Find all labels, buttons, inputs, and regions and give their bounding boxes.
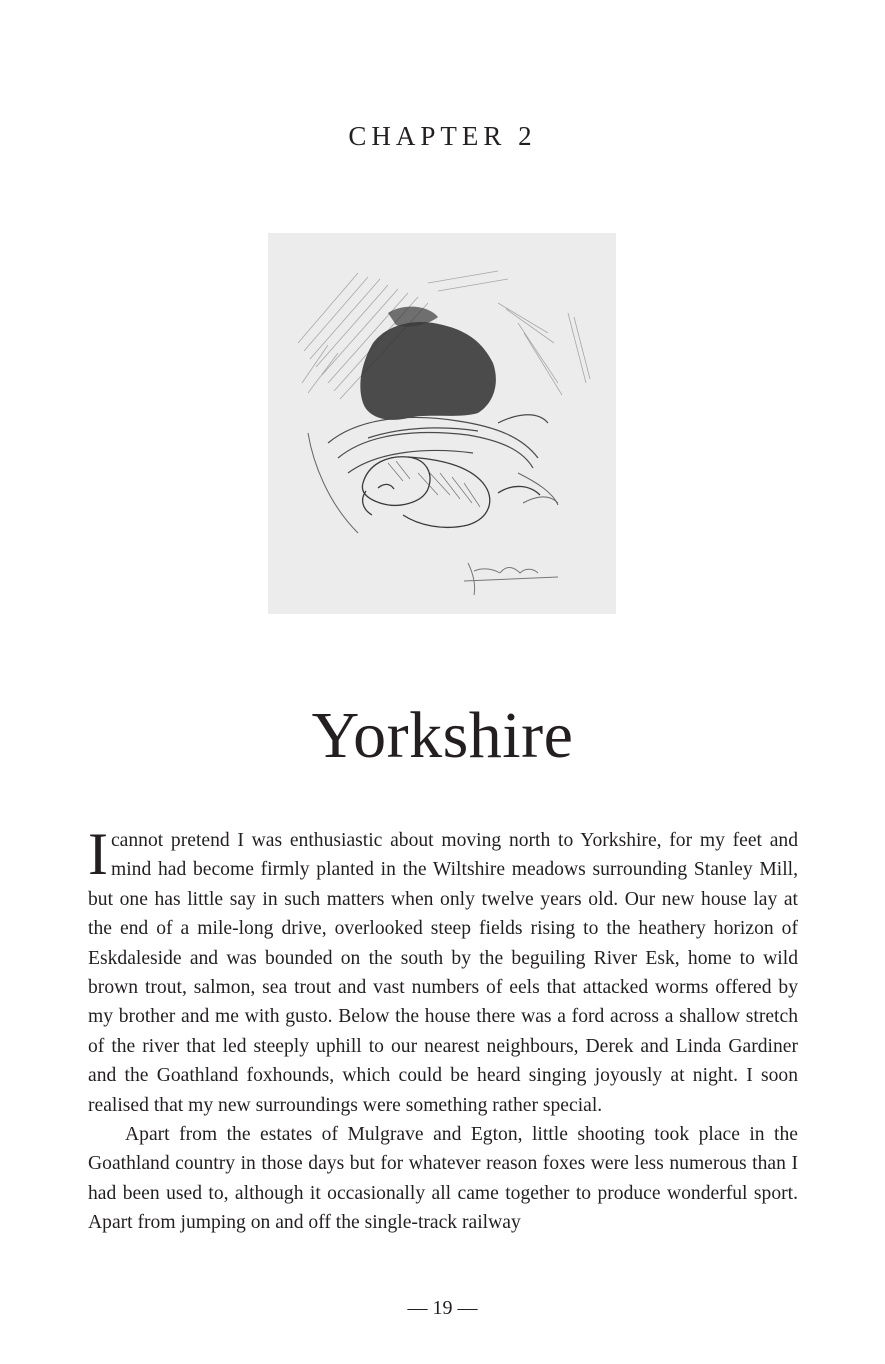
paragraph-1	[88, 821, 798, 1120]
chapter-title: Yorkshire	[311, 699, 574, 772]
body-text	[88, 821, 798, 1238]
chapter-label: CHAPTER 2	[348, 121, 537, 151]
paragraph-2: Apart from the estates of Mulgrave and Egton, little shooting took place in the Goathland country in those days but for whatever reason foxes were less numerous than I had been used to, although it occasionally all came together to produce wonderful sport. Apart from jumping on and off the single-track railway	[88, 1124, 798, 1234]
page-number: — 19 —	[407, 1297, 478, 1319]
paragraph-1-text: cannot pretend I was enthusiastic about moving north to Yorkshire, for my feet and mind had become firmly planted in the Wiltshire meadows surrounding Stanley Mill, but one has little say in such matters when only twelve years old. Our new house lay at the end of a mile-long drive, overlooked steep fields rising to the heathery horizon of Eskdaleside and was bounded on the south by the beguiling River Esk, home to wild brown trout, salmon, sea trout and vast numbers of eels that attacked worms offered by my brother and me with gusto. Below the house there was a ford across a shallow stretch of the river that led steeply uphill to our nearest neighbours, Derek and Linda Gardiner and the Goathland foxhounds, which could be heard singing joyously at night. I soon realised that my new surroundings were something rather special.	[88, 830, 798, 1116]
chapter-illustration	[268, 233, 616, 614]
drop-cap: I	[88, 821, 108, 887]
dog-sleeping-sketch-icon	[268, 233, 616, 614]
